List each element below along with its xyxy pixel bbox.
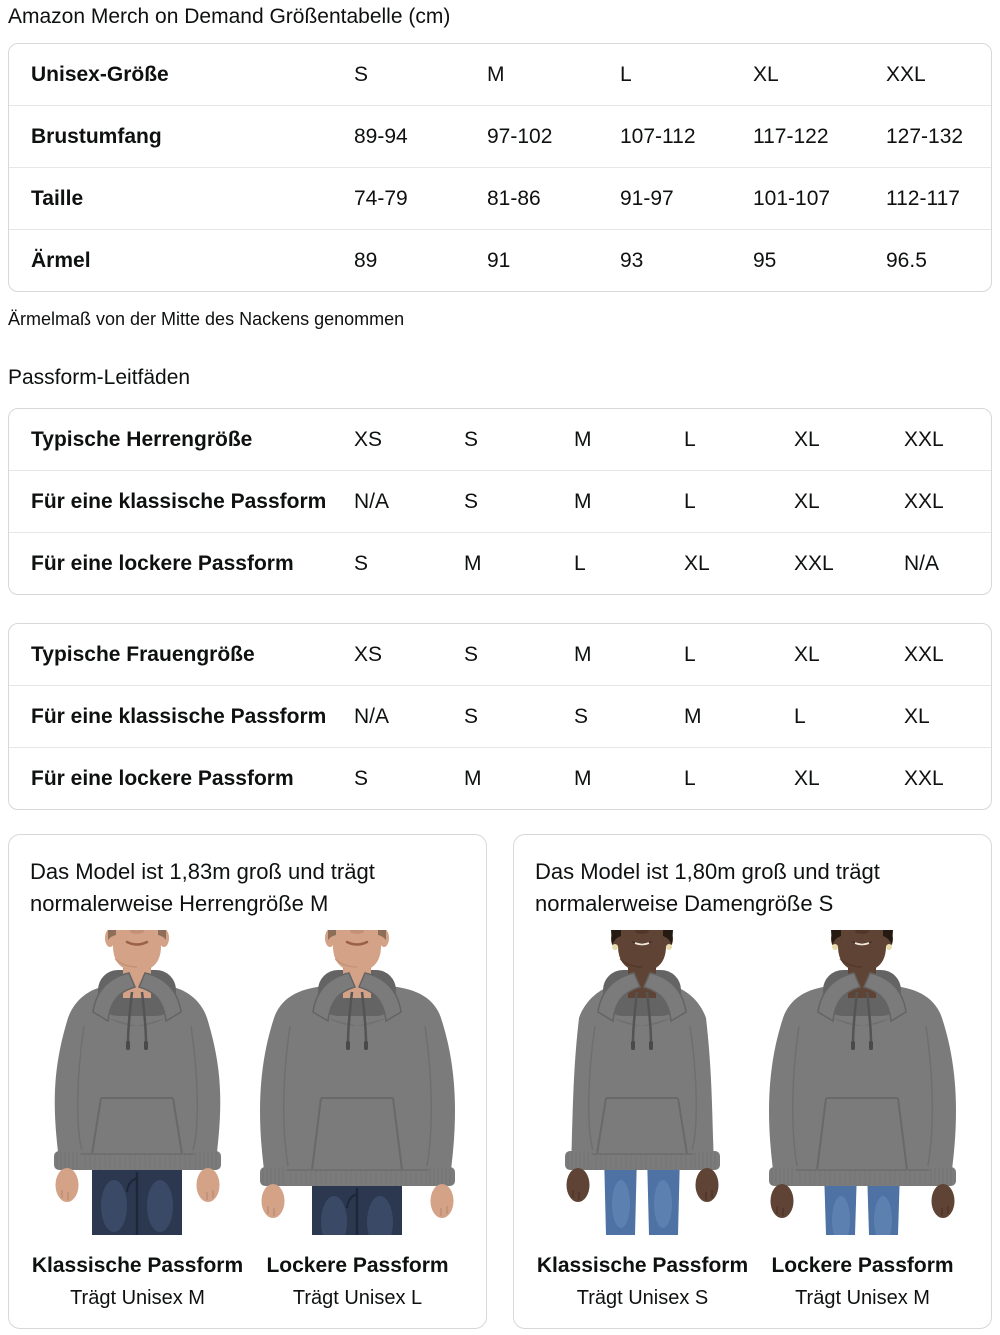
size-value: N/A	[353, 470, 463, 532]
women-fit-table	[8, 623, 992, 810]
fit-label: Lockere Passform	[266, 1254, 449, 1277]
table-row	[9, 470, 991, 532]
size-value: XXL	[903, 747, 991, 809]
photo-figure	[250, 930, 465, 1312]
table-row	[9, 105, 991, 167]
size-value: S	[353, 747, 463, 809]
row-label: Ärmel	[9, 229, 353, 291]
hoodie-model-illustration	[30, 930, 245, 1235]
women-model-card	[513, 834, 992, 1329]
photo-figure	[535, 930, 750, 1312]
row-label: Taille	[9, 167, 353, 229]
size-value: L	[683, 470, 793, 532]
size-value: 93	[619, 229, 752, 291]
size-value: N/A	[353, 685, 463, 747]
photo-figure	[30, 930, 245, 1312]
size-value: 107-112	[619, 105, 752, 167]
size-value: M	[574, 642, 592, 666]
table-row	[9, 532, 991, 594]
size-value: XXL	[903, 470, 991, 532]
size-value: L	[573, 532, 683, 594]
size-value: XL	[794, 427, 820, 451]
size-value: XXL	[904, 642, 944, 666]
fit-caption: Trägt Unisex S	[576, 1287, 709, 1309]
size-value: XXL	[886, 62, 926, 86]
table-row	[9, 624, 991, 685]
size-value: XL	[794, 642, 820, 666]
size-value: N/A	[903, 532, 991, 594]
size-value: XL	[753, 62, 779, 86]
size-value: 97-102	[486, 105, 619, 167]
size-value: XS	[354, 427, 383, 451]
size-value: S	[464, 642, 479, 666]
fit-caption: Trägt Unisex M	[795, 1287, 930, 1309]
hoodie-model-illustration	[755, 930, 970, 1235]
model-photo-loose-male	[250, 930, 465, 1235]
size-value: M	[487, 62, 505, 86]
size-value: S	[464, 427, 479, 451]
size-value: L	[683, 747, 793, 809]
size-value: M	[683, 685, 793, 747]
size-value: S	[463, 685, 573, 747]
size-value: S	[354, 62, 369, 86]
size-value: L	[684, 427, 696, 451]
card-heading: Das Model ist 1,80m groß und trägt normalerweise Damengröße S	[535, 859, 880, 916]
hoodie-model-illustration	[250, 930, 465, 1235]
size-value: 74-79	[353, 167, 486, 229]
photos-row	[535, 930, 970, 1312]
size-value: 117-122	[752, 105, 885, 167]
size-value: M	[573, 470, 683, 532]
size-value: 101-107	[752, 167, 885, 229]
row-label: Brustumfang	[9, 105, 353, 167]
size-value: S	[573, 685, 683, 747]
size-value: XL	[793, 747, 903, 809]
card-heading: Das Model ist 1,83m groß und trägt normalerweise Herrengröße M	[30, 859, 375, 916]
size-value: M	[463, 532, 573, 594]
page-title: Amazon Merch on Demand Größentabelle (cm)	[8, 5, 451, 28]
size-value: 89	[353, 229, 486, 291]
row-label: Typische Herrengröße	[31, 427, 253, 451]
table-row	[9, 167, 991, 229]
table-row	[9, 685, 991, 747]
fit-label: Lockere Passform	[771, 1254, 954, 1277]
unisex-size-table	[8, 43, 992, 292]
size-value: 96.5	[885, 229, 991, 291]
hoodie-model-illustration	[535, 930, 750, 1235]
size-value: 127-132	[885, 105, 991, 167]
model-photo-loose-female	[755, 930, 970, 1235]
men-fit-table	[8, 408, 992, 595]
size-value: XL	[793, 470, 903, 532]
fit-caption: Trägt Unisex L	[292, 1287, 423, 1309]
row-label: Typische Frauengröße	[31, 642, 255, 666]
size-value: M	[574, 427, 592, 451]
size-value: XL	[903, 685, 991, 747]
table-row	[9, 409, 991, 470]
size-value: 112-117	[885, 167, 991, 229]
size-value: 81-86	[486, 167, 619, 229]
row-label: Für eine lockere Passform	[9, 747, 353, 809]
size-value: 91-97	[619, 167, 752, 229]
size-value: 95	[752, 229, 885, 291]
table-row	[9, 229, 991, 291]
size-value: S	[353, 532, 463, 594]
photo-figure	[755, 930, 970, 1312]
men-model-card	[8, 834, 487, 1329]
row-label: Für eine klassische Passform	[9, 685, 353, 747]
row-label: Unisex-Größe	[31, 62, 169, 86]
size-value: L	[684, 642, 696, 666]
size-value: L	[620, 62, 632, 86]
row-label: Für eine klassische Passform	[9, 470, 353, 532]
fit-caption: Trägt Unisex M	[70, 1287, 205, 1309]
model-photo-classic-female	[535, 930, 750, 1235]
photos-row	[30, 930, 465, 1312]
fit-label: Klassische Passform	[31, 1254, 244, 1277]
model-photo-classic-male	[30, 930, 245, 1235]
size-value: XL	[683, 532, 793, 594]
table-row	[9, 747, 991, 809]
size-value: 91	[486, 229, 619, 291]
fit-label: Klassische Passform	[536, 1254, 749, 1277]
size-value: M	[463, 747, 573, 809]
row-label: Für eine lockere Passform	[9, 532, 353, 594]
size-chart-page	[0, 4, 1000, 1335]
size-value: XS	[354, 642, 383, 666]
size-value: M	[573, 747, 683, 809]
size-value: L	[793, 685, 903, 747]
size-value: S	[463, 470, 573, 532]
size-value: XXL	[793, 532, 903, 594]
sleeve-measure-note: Ärmelmaß von der Mitte des Nackens genommen	[8, 309, 405, 329]
size-value: XXL	[904, 427, 944, 451]
model-cards	[8, 834, 992, 1329]
fit-guides-title: Passform-Leitfäden	[8, 366, 191, 389]
table-row	[9, 44, 991, 105]
size-value: 89-94	[353, 105, 486, 167]
